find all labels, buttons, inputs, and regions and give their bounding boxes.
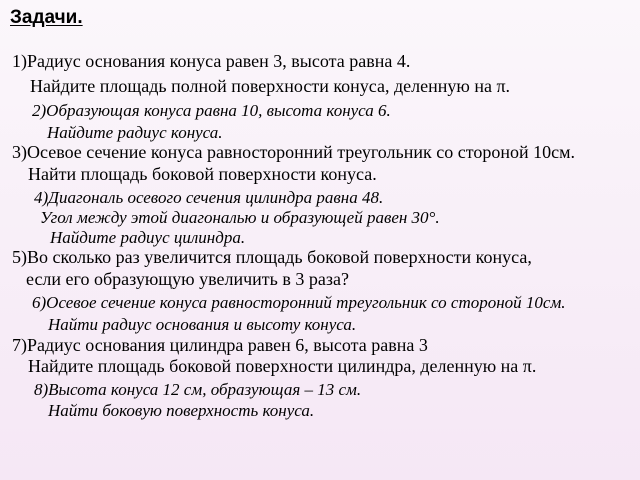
- task-4-line-3: Найдите радиус цилиндра.: [50, 228, 246, 247]
- task-5-line-1: 5)Во сколько раз увеличится площадь боковой поверхности конуса,: [12, 247, 532, 267]
- task-6-line-2: Найти радиус основания и высоту конуса.: [48, 315, 357, 334]
- task-7-line-1: 7)Радиус основания цилиндра равен 6, высота равна 3: [12, 335, 428, 355]
- task-6-line-1: 6)Осевое сечение конуса равносторонний треугольник со стороной 10см.: [32, 293, 566, 312]
- task-8-line-1: 8)Высота конуса 12 см, образующая – 13 см.: [34, 380, 362, 399]
- task-4-line-2: Угол между этой диагональю и образующей равен 30°.: [40, 208, 440, 227]
- task-3-line-2: Найти площадь боковой поверхности конуса.: [28, 164, 377, 184]
- task-8-line-2: Найти боковую поверхность конуса.: [48, 401, 315, 420]
- task-3-line-1: 3)Осевое сечение конуса равносторонний треугольник со стороной 10см.: [12, 142, 575, 162]
- task-7-line-2: Найдите площадь боковой поверхности цилиндра, деленную на π.: [28, 356, 537, 376]
- task-2-line-2: Найдите радиус конуса.: [47, 123, 223, 142]
- task-1-line-1: 1)Радиус основания конуса равен 3, высота равна 4.: [12, 51, 411, 71]
- task-1-line-2: Найдите площадь полной поверхности конуса, деленную на π.: [30, 76, 511, 96]
- task-5-line-2: если его образующую увеличить в 3 раза?: [26, 269, 349, 289]
- task-4-line-1: 4)Диагональ осевого сечения цилиндра равна 48.: [34, 188, 384, 207]
- page-title: Задачи.: [10, 7, 83, 28]
- task-2-line-1: 2)Образующая конуса равна 10, высота конуса 6.: [32, 101, 391, 120]
